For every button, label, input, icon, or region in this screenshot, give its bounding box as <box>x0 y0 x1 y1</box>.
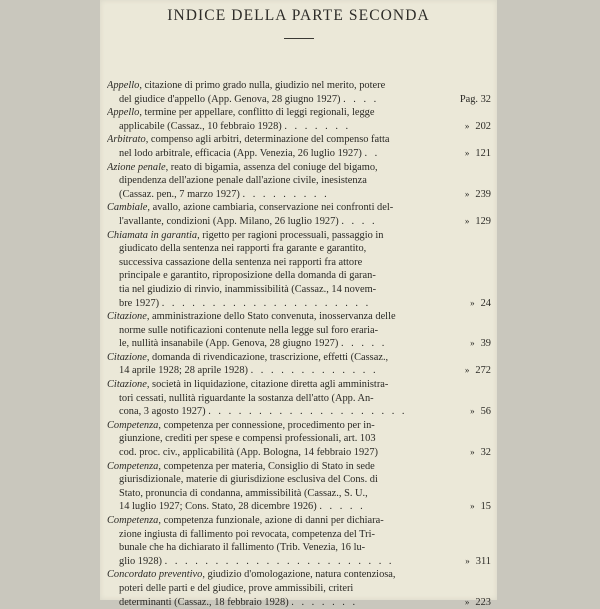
page-number: 15 <box>480 501 491 513</box>
page-reference <box>443 364 493 378</box>
page-reference <box>443 147 493 161</box>
entry-text <box>107 310 443 351</box>
index-entry <box>107 201 493 228</box>
page-reference <box>443 446 493 460</box>
entry-text <box>107 514 443 568</box>
entry-topic-separator: , <box>165 161 171 173</box>
entry-continuation-line <box>107 147 443 161</box>
entry-text <box>107 351 443 378</box>
entry-topic-separator: , <box>139 80 145 91</box>
page-ref-prefix: » <box>465 555 470 566</box>
entry-text <box>107 419 443 460</box>
page-number: 121 <box>475 147 491 159</box>
dot-leader: . . <box>364 147 380 159</box>
dot-leader: . . . . . . . . . <box>242 188 330 200</box>
page-number: 56 <box>480 406 491 418</box>
page-number: 311 <box>475 555 491 567</box>
page-number: 32 <box>480 447 491 459</box>
page-number: 223 <box>475 596 491 608</box>
entry-text <box>107 133 443 160</box>
entry-continuation-text: tia nel giudizio di rinvio, inammissibilità (Cassaz., 14 novem- <box>119 283 377 295</box>
page-reference <box>443 93 493 107</box>
entry-continuation-text: bre 1927) <box>119 297 160 309</box>
entry-topic: Citazione <box>107 351 147 363</box>
entry-continuation-text: giunzione, crediti per spese e compensi professionali, art. 103 <box>119 433 376 445</box>
entry-continuation-text: giurisdizionale, materie di giurisdizione esclusiva del Cons. di <box>119 474 378 486</box>
page-ref-prefix: » <box>470 501 475 512</box>
page-ref-prefix: » <box>470 338 475 349</box>
entry-continuation-line <box>107 297 443 311</box>
entry-text <box>107 79 443 106</box>
entry-first-line <box>107 419 443 433</box>
entry-text <box>107 568 443 609</box>
entry-description: amministrazione dello Stato convenuta, inosservanza delle <box>152 311 396 323</box>
index-entry <box>107 568 493 609</box>
index-title: INDICE DELLA PARTE SECONDA <box>167 7 430 24</box>
index-entry <box>107 310 493 351</box>
entry-description: competenza funzionale, azione di danni per dichiara- <box>163 515 384 526</box>
entry-continuation-line <box>107 364 443 378</box>
index-entry <box>107 460 493 514</box>
page-reference <box>443 120 493 134</box>
page-reference <box>443 596 493 609</box>
page-reference <box>443 297 493 311</box>
page-reference <box>443 188 493 202</box>
entry-topic: Competenza <box>107 419 159 431</box>
entry-text <box>107 378 443 419</box>
entry-continuation-text: zione ingiusta di fallimento poi revocata, competenza del Tri- <box>119 528 375 540</box>
entry-continuation-line <box>107 120 443 134</box>
entry-topic-separator: , <box>197 229 203 241</box>
index-entry <box>107 133 493 160</box>
entry-first-line <box>107 514 443 528</box>
entry-topic-separator: , <box>146 351 153 363</box>
entry-first-line <box>107 229 443 243</box>
dot-leader: . . . . . . . . . . . . . . . . . . . . . <box>161 297 371 309</box>
dot-leader: . . . . <box>343 93 379 105</box>
entry-continuation-line <box>107 324 443 338</box>
entry-first-line <box>107 79 443 93</box>
entry-continuation-text: determinanti (Cassaz., 18 febbraio 1928) <box>119 596 289 608</box>
entry-continuation-text: le, nullità insanabile (App. Genova, 28 giugno 1927) <box>119 338 339 350</box>
entry-topic-separator: , <box>147 202 153 214</box>
entry-continuation-line <box>107 500 443 514</box>
entry-topic: Competenza <box>107 515 159 526</box>
dot-leader: . . . . . . . <box>284 120 351 132</box>
entry-continuation-text: cod. proc. civ., applicabilità (App. Bologna, 14 febbraio 1927) <box>119 447 379 459</box>
entry-first-line <box>107 106 443 120</box>
entry-continuation-line <box>107 256 443 270</box>
dot-leader: . . . . . . . . . . . . . . . . . . . . . . . <box>164 555 395 567</box>
entry-topic-separator: , <box>146 311 153 323</box>
entry-description: avallo, azione cambiaria, conservazione nei confronti del- <box>152 202 394 214</box>
page-number: 129 <box>475 215 491 227</box>
entry-first-line <box>107 351 443 365</box>
page-number: 239 <box>475 188 491 200</box>
entry-topic: Azione penale <box>107 161 166 173</box>
entry-continuation-line <box>107 174 443 188</box>
page-ref-prefix: » <box>470 406 475 417</box>
entry-continuation-text: 14 aprile 1928; 28 aprile 1928) <box>119 365 248 377</box>
entry-first-line <box>107 378 443 392</box>
entry-description: rigetto per ragioni processuali, passaggio in <box>202 229 384 241</box>
entry-continuation-text: (Cassaz. pen., 7 marzo 1927) <box>119 188 240 200</box>
entry-first-line <box>107 133 443 147</box>
entry-continuation-line <box>107 269 443 283</box>
page-number: 202 <box>475 120 491 132</box>
entry-continuation-line <box>107 242 443 256</box>
entry-continuation-text: dipendenza dell'azione penale dall'azione civile, inesistenza <box>119 175 367 187</box>
entry-first-line <box>107 310 443 324</box>
entry-continuation-line <box>107 541 443 555</box>
entry-continuation-text: 14 luglio 1927; Cons. Stato, 28 dicembre 1926) <box>119 501 317 513</box>
index-entry <box>107 514 493 568</box>
entry-continuation-line <box>107 188 443 202</box>
entry-description: giudizio d'omologazione, natura contenziosa, <box>207 569 396 581</box>
dot-leader: . . . . . <box>319 501 366 513</box>
index-list <box>107 79 493 609</box>
entry-topic: Concordato preventivo <box>107 569 203 581</box>
entry-topic: Chiamata in garantia <box>107 229 198 241</box>
book-page <box>100 0 497 608</box>
page-ref-prefix: Pag. <box>459 93 478 105</box>
dot-leader: . . . . . . . . . . . . . . . . . . . . <box>208 406 407 418</box>
entry-continuation-line <box>107 446 443 460</box>
page-ref-prefix: » <box>464 365 470 376</box>
page-number: 32 <box>480 93 491 105</box>
page-ref-prefix: » <box>464 147 470 158</box>
page-ref-prefix: » <box>470 447 475 458</box>
entry-continuation-line <box>107 582 443 596</box>
entry-description: competenza per materia, Consiglio di Stato in sede <box>163 460 375 472</box>
index-entry <box>107 79 493 106</box>
index-entry <box>107 106 493 133</box>
index-entry <box>107 351 493 378</box>
entry-topic-separator: , <box>145 134 151 146</box>
entry-description: citazione di primo grado nulla, giudizio nel merito, potere <box>144 80 386 91</box>
entry-continuation-text: poteri delle parti e del giudice, prove ammissibili, criteri <box>119 582 354 594</box>
entry-description: termine per appellare, conflitto di leggi regionali, legge <box>144 107 375 119</box>
entry-continuation-text: norme sulle notificazioni contenute nella legge sul foro eraria- <box>119 324 379 336</box>
page-ref-prefix: » <box>464 215 470 226</box>
entry-continuation-text: nel lodo arbitrale, efficacia (App. Venezia, 26 luglio 1927) <box>119 147 362 159</box>
page-reference <box>443 337 493 351</box>
entry-topic-separator: , <box>139 107 145 119</box>
entry-continuation-line <box>107 473 443 487</box>
index-entry <box>107 419 493 460</box>
entry-continuation-text: tori cessati, nullità riguardante la sostanza dell'atto (App. An- <box>119 392 374 404</box>
entry-topic: Arbitrato <box>107 134 146 146</box>
entry-continuation-text: bunale che ha dichiarato il fallimento (Trib. Venezia, 16 lu- <box>119 542 366 554</box>
entry-continuation-line <box>107 528 443 542</box>
page-ref-prefix: » <box>464 120 470 131</box>
page-reference <box>443 500 493 514</box>
entry-continuation-text: applicabile (Cassaz., 10 febbraio 1928) <box>119 120 282 132</box>
entry-text <box>107 201 443 228</box>
entry-description: competenza per connessione, procedimento per in- <box>163 419 375 431</box>
index-entry <box>107 161 493 202</box>
entry-continuation-text: principale e garantito, riproposizione della domanda di garan- <box>119 270 376 282</box>
dot-leader: . . . . . <box>340 338 387 350</box>
entry-text <box>107 106 443 133</box>
entry-continuation-line <box>107 555 443 569</box>
page-ref-prefix: » <box>464 188 470 199</box>
entry-continuation-text: cona, 3 agosto 1927) <box>119 406 206 418</box>
page-ref-prefix: » <box>470 297 475 308</box>
entry-continuation-line <box>107 596 443 609</box>
entry-continuation-text: giudicato della sentenza nei rapporti fra garante e garantito, <box>119 243 367 255</box>
entry-continuation-line <box>107 405 443 419</box>
entry-description: società in liquidazione, citazione diretta agli amministra- <box>152 379 389 391</box>
page-reference <box>443 215 493 229</box>
entry-continuation-text: l'avallante, condizioni (App. Milano, 26 luglio 1927) <box>119 215 339 227</box>
entry-text <box>107 460 443 514</box>
page-number: 272 <box>475 365 491 377</box>
entry-topic: Appello <box>107 107 140 119</box>
entry-continuation-text: successiva cassazione della sentenza nei rapporti fra attore <box>119 256 363 268</box>
dot-leader: . . . . . . . . . . . . . <box>250 365 379 377</box>
entry-continuation-text: del giudice d'appello (App. Genova, 28 giugno 1927) <box>119 93 341 105</box>
entry-continuation-line <box>107 93 443 107</box>
entry-topic: Appello <box>107 80 140 91</box>
page-number: 39 <box>480 338 491 350</box>
entry-continuation-line <box>107 432 443 446</box>
page-reference <box>443 405 493 419</box>
entry-topic-separator: , <box>158 515 164 526</box>
page-reference <box>443 555 493 569</box>
entry-text <box>107 161 443 202</box>
entry-continuation-line <box>107 283 443 297</box>
entry-topic-separator: , <box>158 419 164 431</box>
dot-leader: . . . . <box>341 215 378 227</box>
index-entry <box>107 378 493 419</box>
entry-description: reato di bigamia, assenza del coniuge del bigamo, <box>170 161 378 173</box>
entry-continuation-text: Stato, pronuncia di condanna, ammissibilità (Cassaz., S. U., <box>119 487 368 499</box>
entry-continuation-text: glio 1928) <box>119 555 163 567</box>
entry-text <box>107 229 443 311</box>
page-number: 24 <box>480 297 491 309</box>
index-entry <box>107 229 493 311</box>
entry-topic: Citazione <box>107 379 147 391</box>
entry-continuation-line <box>107 487 443 501</box>
entry-continuation-line <box>107 215 443 229</box>
dot-leader: . . . . . . . <box>291 596 358 608</box>
entry-first-line <box>107 201 443 215</box>
title-divider <box>284 38 314 39</box>
entry-topic: Competenza <box>107 460 159 472</box>
entry-description: compenso agli arbitri, determinazione del compenso fatta <box>150 134 390 146</box>
page-ref-prefix: » <box>464 596 470 607</box>
entry-topic: Citazione <box>107 311 147 323</box>
entry-continuation-line <box>107 337 443 351</box>
entry-first-line <box>107 161 443 175</box>
entry-description: domanda di rivendicazione, trascrizione, effetti (Cassaz., <box>152 351 389 363</box>
entry-first-line <box>107 568 443 582</box>
entry-continuation-line <box>107 392 443 406</box>
entry-topic-separator: , <box>146 379 153 391</box>
entry-topic: Cambiale <box>107 202 148 214</box>
entry-topic-separator: , <box>202 569 208 581</box>
entry-first-line <box>107 460 443 474</box>
entry-topic-separator: , <box>158 460 164 472</box>
